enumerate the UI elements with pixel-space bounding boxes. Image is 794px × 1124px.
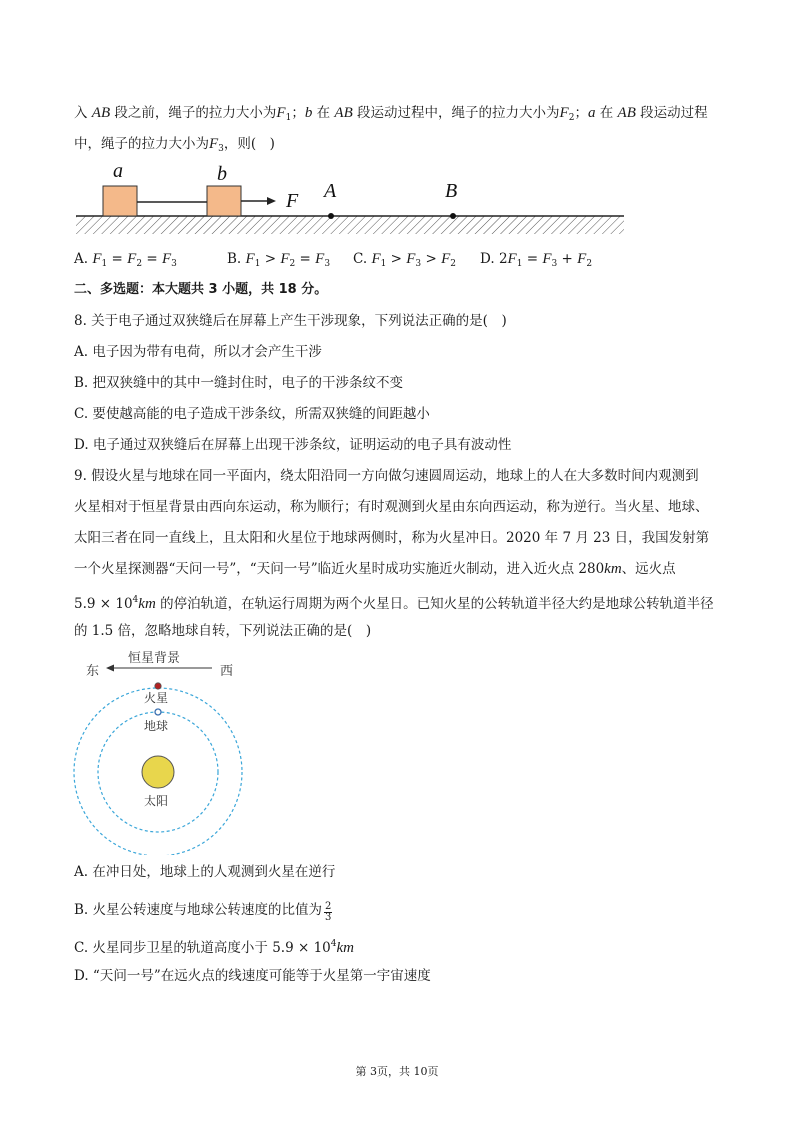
label-earth: 地球 [144, 719, 169, 733]
block-a [103, 186, 137, 216]
point-A [328, 213, 334, 219]
q9-stem-line5: $5.9 \times 10^4km$ 的停泊轨道，在轨运行周期为两个火星日。已知火星的公转轨道半径大约是地球公转轨道半径 [74, 595, 714, 612]
section-2-title: 二、多选题：本大题共 3 小题，共 18 分。 [74, 282, 328, 297]
q7-option-b: B. $F_1 > F_2 = F_3$ [227, 251, 331, 269]
ground-hatch [76, 216, 624, 234]
q9-stem-line3: 太阳三者在同一直线上，且太阳和火星位于地球两侧时，称为火星冲日。2020 年 7 月 23 日，我国发射第 [74, 530, 710, 546]
q7-stem-line2: 中，绳子的拉力大小为$F_3$，则( ) [74, 136, 275, 154]
label-east: 东 [86, 664, 100, 679]
block-b [207, 186, 241, 216]
mars-dot [155, 683, 161, 689]
label-a: a [113, 160, 123, 182]
q7-option-a: A. $F_1 = F_2 = F_3$ [74, 251, 177, 269]
q9-stem-line2: 火星相对于恒星背景由西向东运动，称为顺行；有时观测到火星由东向西运动，称为逆行。当火星、地球、 [74, 499, 709, 515]
label-star-background: 恒星背景 [128, 651, 181, 666]
label-b: b [217, 163, 227, 185]
page-footer: 第 3页，共 10页 [355, 1065, 439, 1078]
q8-option-c: C. 要使越高能的电子造成干涉条纹，所需双狭缝的间距越小 [74, 406, 430, 422]
q8-stem: 8. 关于电子通过双狭缝后在屏幕上产生干涉现象，下列说法正确的是( ) [74, 313, 507, 329]
point-B [450, 213, 456, 219]
q9-option-c: C. 火星同步卫星的轨道高度小于 $5.9 \times 10^4km$ [74, 939, 354, 956]
force-arrowhead [267, 197, 276, 205]
label-A: A [324, 180, 337, 202]
q9-option-a: A. 在冲日处，地球上的人观测到火星在逆行 [74, 864, 336, 880]
label-sun: 太阳 [144, 794, 169, 808]
fraction-2-3: $\frac{2}{3}$ [325, 901, 332, 923]
label-B: B [445, 180, 458, 202]
q8-option-b: B. 把双狭缝中的其中一缝封住时，电子的干涉条纹不变 [74, 375, 404, 391]
q9-option-b: B. 火星公转速度与地球公转速度的比值为 $\frac{2}{3}$ [74, 901, 332, 923]
q7-figure [70, 155, 630, 240]
q8-option-d: D. 电子通过双狭缝后在屏幕上出现干涉条纹，证明运动的电子具有波动性 [74, 437, 512, 453]
q7-option-c: C. $F_1 > F_3 > F_2$ [353, 251, 456, 269]
q7-stem-line1: 入 AB 段之前，绳子的拉力大小为$F_1$；b 在 AB 段运动过程中，绳子的拉力大小为$F_2$；a 在 AB 段运动过程 [74, 105, 708, 123]
label-west: 西 [220, 664, 234, 679]
earth-dot [155, 709, 161, 715]
q8-option-a: A. 电子因为带有电荷，所以才会产生干涉 [74, 344, 322, 360]
sun [142, 756, 174, 788]
q9-stem-line6: 的 1.5 倍，忽略地球自转，下列说法正确的是( ) [74, 623, 372, 639]
q9-option-d: D. “天问一号”在远火点的线速度可能等于火星第一宇宙速度 [74, 968, 431, 984]
label-mars: 火星 [144, 691, 169, 705]
q9-orbit-figure [70, 645, 260, 855]
q9-stem-line4: 一个火星探测器“天问一号”，“天问一号”临近火星时成功实施近火制动，进入近火点 280km、远火点 [74, 561, 676, 577]
q7-option-d: D. $2F_1 = F_3 + F_2$ [480, 251, 593, 269]
q9-stem-line1: 9. 假设火星与地球在同一平面内，绕太阳沿同一方向做匀速圆周运动，地球上的人在大多数时间内观测到 [74, 468, 699, 484]
arrowhead-east [106, 665, 114, 672]
label-F: F [286, 190, 299, 212]
